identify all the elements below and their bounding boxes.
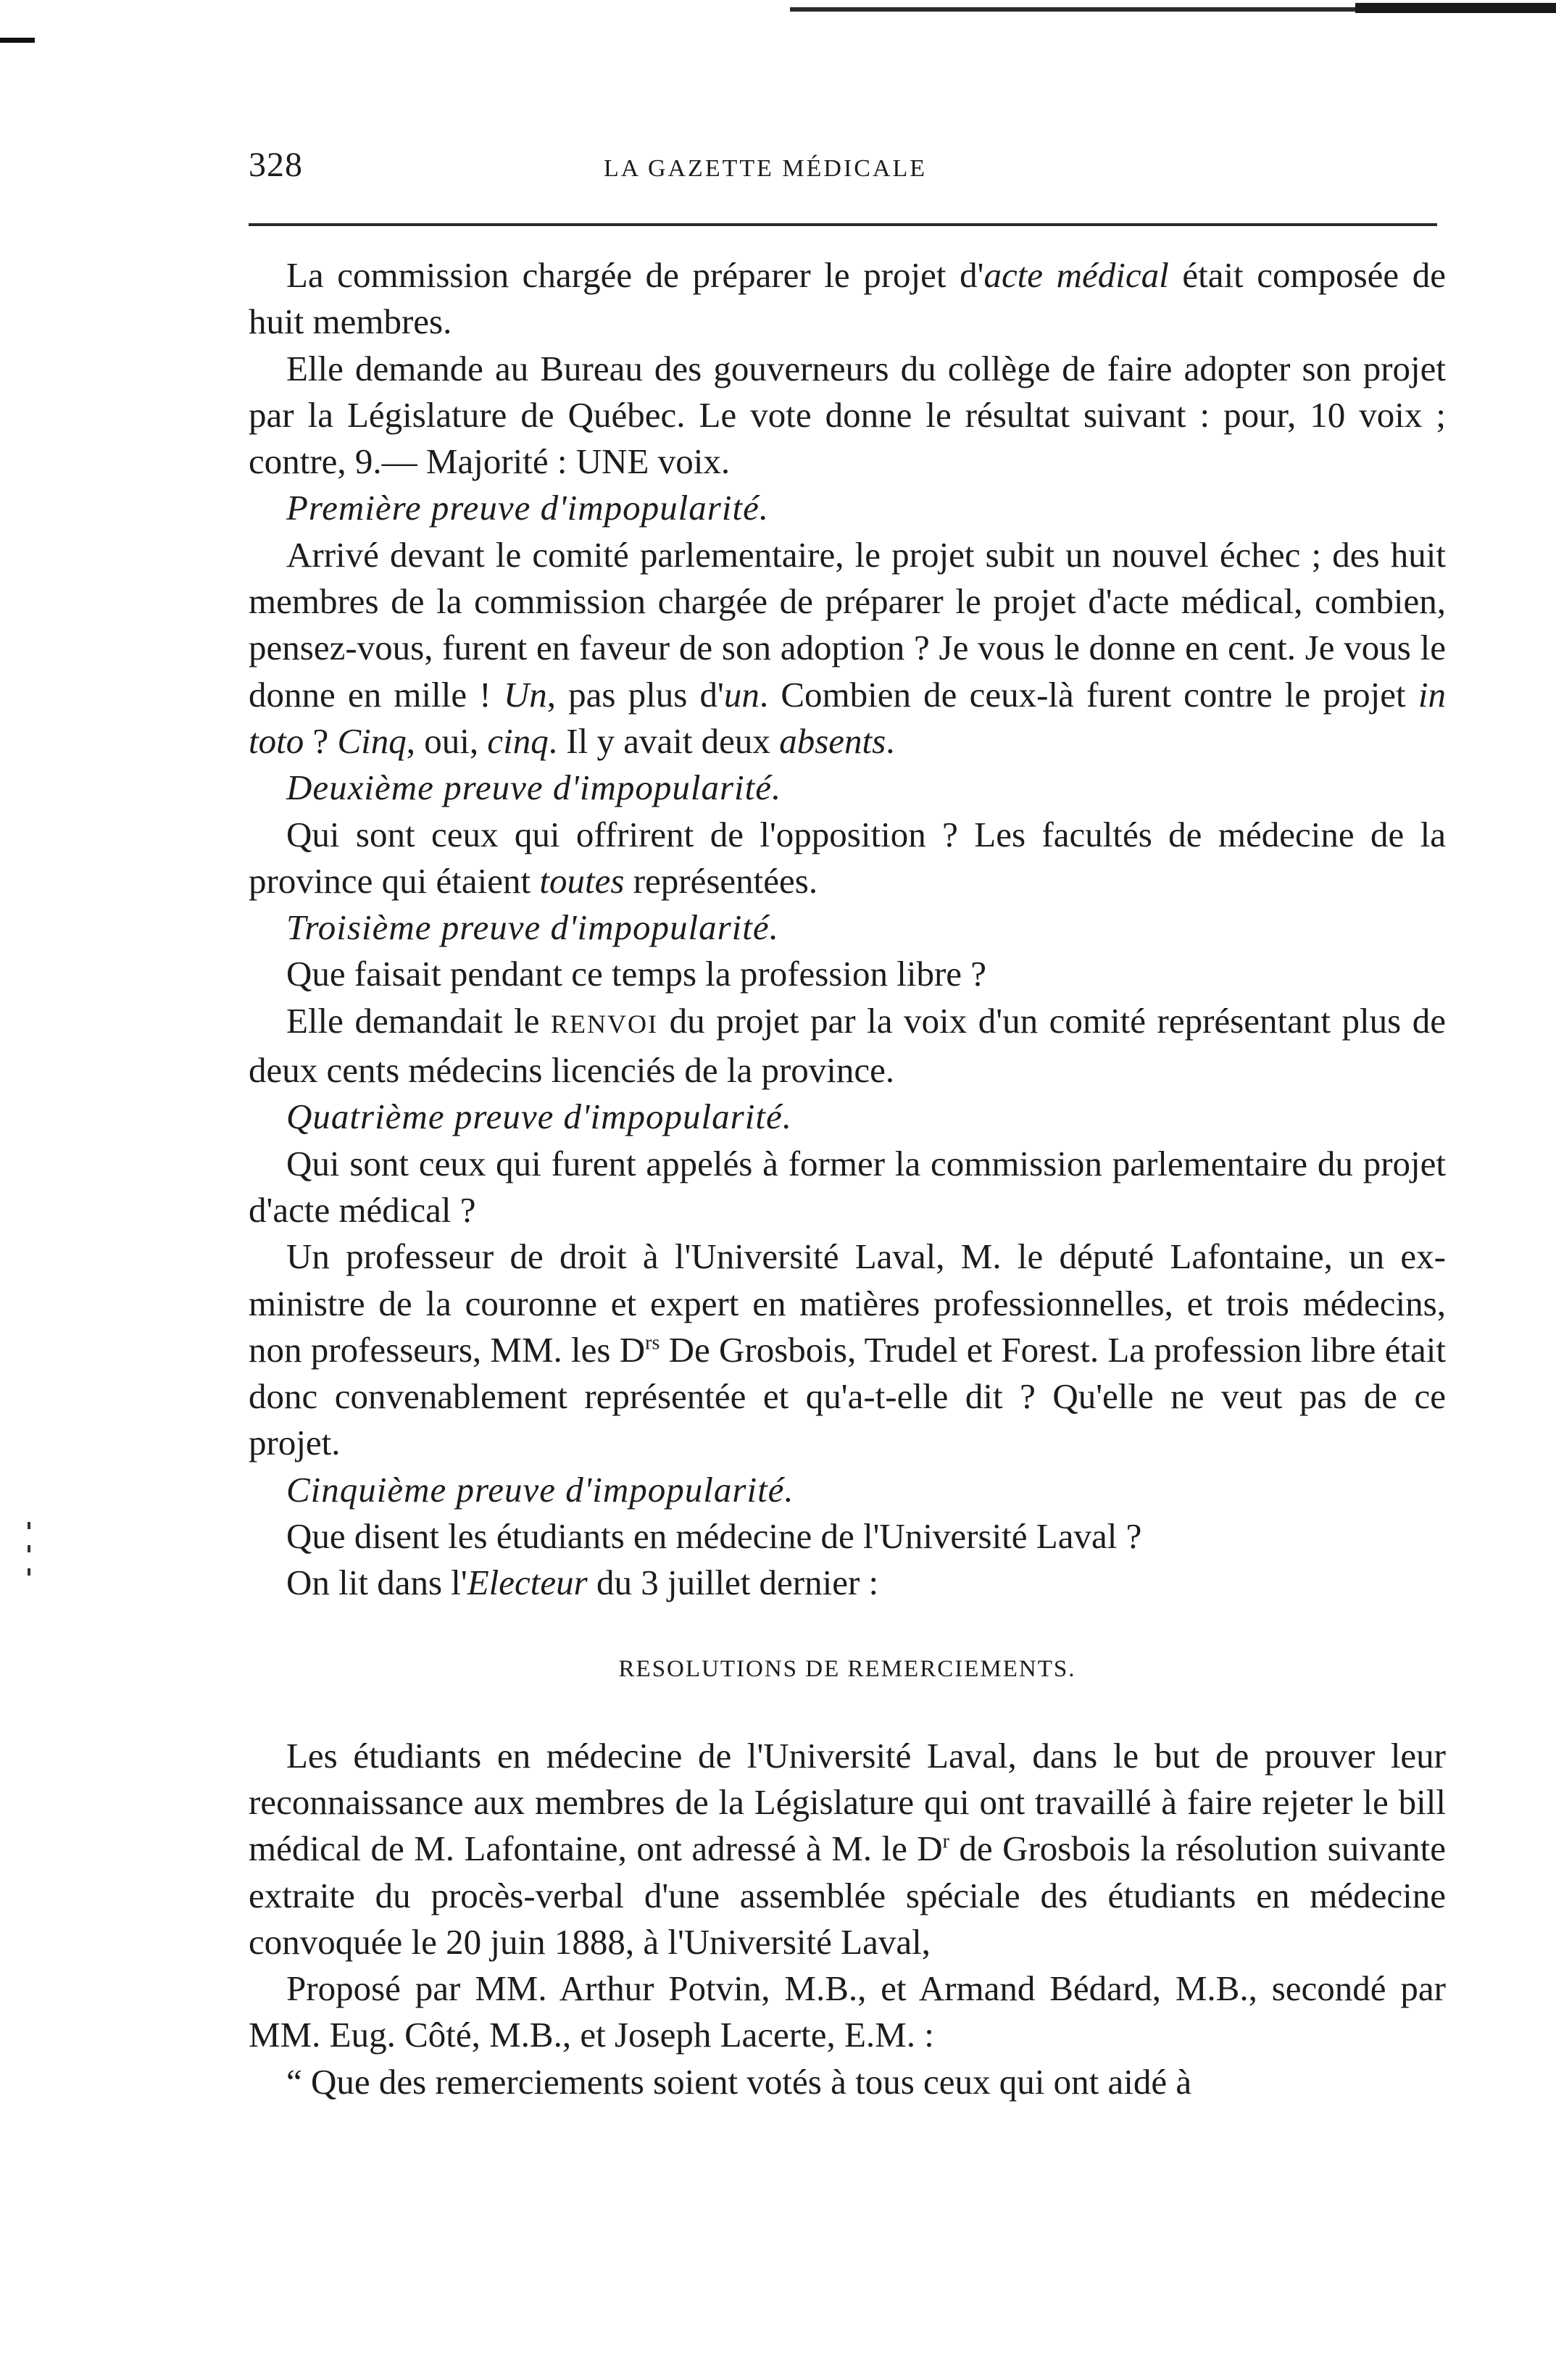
paragraph: Que disent les étudiants en médecine de l'Université Laval ? [286, 1516, 1142, 1557]
paragraph: On lit dans l'Electeur du 3 juillet dernier : [286, 1563, 879, 1603]
header-rule [249, 223, 1437, 226]
paragraph: Elle demande au Bureau des gouverneurs du collège de faire adopter son projet par la Législature de Québec. Le vote donne le résultat suivant : pour, 10 voix ; contre, 9.— Majorité : UNE voix. [249, 348, 1446, 482]
paragraph: Les étudiants en médecine de l'Université Laval, dans le but de prouver leur reconnaissance aux membres de la Législature qui ont travaillé à faire rejeter le bill médical de M. Lafontaine, ont adressé à M. le $D^r$ de Grosbois la résolution suivante extraite du procès-verbal d'une assemblée spéciale des étudiants en médecine convoquée le 20 juin 1888, à l'Université Laval, [249, 1735, 1446, 1962]
section-heading: Quatrième preuve d'impopularité. [286, 1097, 792, 1137]
article-body [249, 252, 1446, 2105]
resolutions-title: RESOLUTIONS DE REMERCIEMENTS. [618, 1655, 1076, 1682]
paragraph: “ Que des remerciements soient votés à tous ceux qui ont aidé à [286, 2061, 1192, 2102]
page-number: 328 [249, 146, 303, 184]
paragraph: Arrivé devant le comité parlementaire, le projet subit un nouvel échec ; des huit membres de la commission chargée de préparer le projet d'acte médical, combien, pensez-vous, furent en faveur de son adoption ? Je vous le donne en cent. Je vous le donne en mille ! Un, pas plus d'un. Combien de ceux-là furent contre le projet in toto ? Cinq, oui, cinq. Il y avait deux absents. [249, 534, 1446, 761]
section-heading: Troisième preuve d'impopularité. [286, 907, 779, 948]
paragraph: Proposé par MM. Arthur Potvin, M.B., et Armand Bédard, M.B., secondé par MM. Eug. Côté, M.B., et Joseph Lacerte, E.M. : [249, 1968, 1446, 2055]
running-head: LA GAZETTE MÉDICALE [604, 155, 928, 182]
paragraph: Que faisait pendant ce temps la profession libre ? [286, 954, 987, 994]
scan-top-rule-thick [1355, 3, 1556, 13]
margin-ticks [28, 1522, 32, 1594]
paragraph: Elle demandait le RENVOI du projet par la voix d'un comité représentant plus de deux cents médecins licenciés de la province. [249, 1000, 1447, 1091]
paragraph: Qui sont ceux qui offrirent de l'opposition ? Les facultés de médecine de la province qui étaient toutes représentées. [249, 814, 1446, 901]
paragraph: La commission chargée de préparer le projet d'acte médical était composée de huit membres. [249, 255, 1446, 342]
section-heading: Cinquième preuve d'impopularité. [286, 1469, 794, 1510]
section-heading: Première preuve d'impopularité. [286, 488, 770, 528]
scan-edge-mark [0, 38, 35, 43]
paragraph: Qui sont ceux qui furent appelés à former la commission parlementaire du projet d'acte médical ? [249, 1143, 1446, 1230]
paragraph: Un professeur de droit à l'Université Laval, M. le député Lafontaine, un ex-ministre de la couronne et expert en matières professionnelles, et trois médecins, non professeurs, MM. les $D^{rs}$ De Grosbois, Trudel et Forest. La profession libre était donc convenablement représentée et qu'a-t-elle dit ? Qu'elle ne veut pas de ce projet. [249, 1236, 1447, 1463]
page-header [249, 145, 1437, 203]
section-heading: Deuxième preuve d'impopularité. [286, 767, 782, 808]
